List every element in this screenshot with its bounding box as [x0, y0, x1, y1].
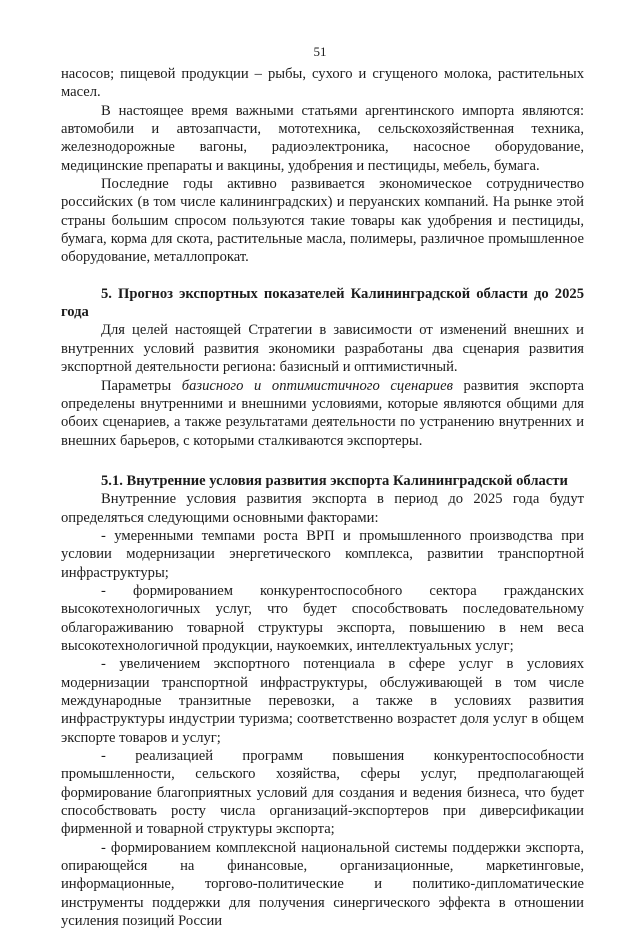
list-item: - умеренными темпами роста ВРП и промышленного производства при условии модернизации энергетического комплекса, развитии транспортной инфраструктуры; [61, 527, 584, 581]
list-item: - формированием комплексной национальной системы поддержки экспорта, опирающейся на финансовые, организационные, маркетинговые, информационные, торгово-политические и политико-дипломатические инструменты поддержки для получения синергического эффекта в отношении усиления позиций России [61, 839, 584, 930]
paragraph: насосов; пищевой продукции – рыбы, сухого и сгущеного молока, растительных масел. [61, 66, 584, 101]
spacer [61, 267, 584, 285]
spacer [61, 450, 584, 472]
text-run: развития экспорта определены внутренними и внешними условиями, которые являются общими для обоих сценариев, а также результатами деятельности по устранению внутренних и внешних барьеров, с которыми сталкиваются экспортеры. [61, 377, 584, 449]
paragraph: Последние годы активно развивается экономическое сотрудничество российских (в том числе калининградских) и перуанских компаний. На рынке этой страны большим спросом пользуются такие товары как удобрения и пестициды, бумага, корма для скота, растительные масла, полимеры, различное промышленное оборудование, металлопрокат. [61, 176, 584, 266]
text-run: Параметры [101, 377, 182, 394]
paragraph: В настоящее время важными статьями аргентинского импорта являются: автомобили и автозапчасти, мототехника, сельскохозяйственная техника, железнодорожные вагоны, радиоэлектроника, насосное оборудование, медицинские препараты и вакцины, удобрения и пестициды, мебель, бумага. [61, 102, 584, 174]
emphasis: сценариев [390, 377, 453, 394]
subsection-heading: 5.1. Внутренние условия развития экспорта Калининградской области [101, 472, 568, 489]
paragraph [61, 377, 584, 450]
list-item: - реализацией программ повышения конкурентоспособности промышленности, сельского хозяйства, сферы услуг, предполагающей формирование благоприятных условий для создания и ведения бизнеса, что будет способствовать росту числа организаций-экспортеров при диверсификации фирменной и товарной структуры экспорта; [61, 748, 584, 838]
paragraph: Внутренние условия развития экспорта в период до 2025 года будут определяться следующими основными факторами: [61, 491, 584, 526]
page-number: 51 [313, 44, 327, 59]
list-item: - формированием конкурентоспособного сектора гражданских высокотехнологичных услуг, что будет способствовать последовательному облагораживанию товарной структуры экспорта, повышению в нем веса высокотехнологичной продукции, наукоемких, интеллектуальных услуг; [61, 582, 584, 654]
page-body [61, 65, 584, 930]
text-run [380, 378, 391, 394]
paragraph: Для целей настоящей Стратегии в зависимости от изменений внешних и внутренних условий развития экономики разработаны два сценария развития экспортной деятельности региона: базисный и оптимистичный. [61, 322, 584, 376]
emphasis: базисного и оптимистичного [181, 377, 380, 394]
list-item: - увеличением экспортного потенциала в сфере услуг в условиях модернизации транспортной инфраструктуры, обслуживающей в том числе международные транзитные перевозки, а также в условиях развития инфраструктуры индустрии туризма; соответственно возрастет доля услуг в общем экспорте товаров и услуг; [61, 656, 584, 746]
section-heading: 5. Прогноз экспортных показателей Калининградской области до 2025 года [61, 285, 584, 321]
